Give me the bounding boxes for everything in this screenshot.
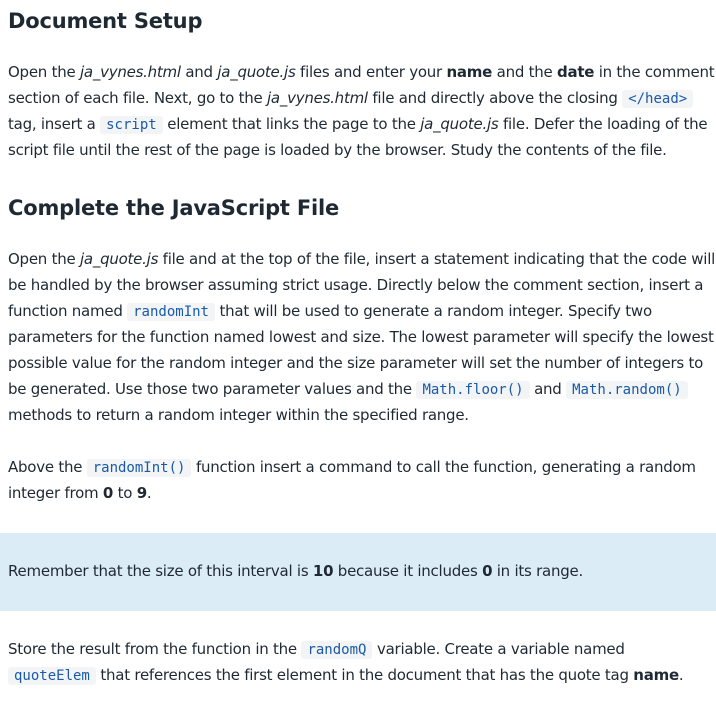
text: that will be used to generate a random integer. Specify two (214, 302, 652, 320)
bold-nine: 9 (136, 484, 147, 502)
text: file and at the top of the file, insert a statement indicating that the code will (158, 250, 716, 268)
code-randomint-call: randomInt() (87, 459, 192, 477)
text: and (529, 380, 567, 398)
callout-note (0, 533, 716, 611)
filename-html: ja_vynes.html (79, 63, 181, 81)
paragraph-document-setup (8, 59, 715, 163)
text: section of each file. Next, go to the (8, 89, 267, 107)
paragraph-call-function (8, 454, 708, 506)
code-randomint: randomInt (127, 303, 215, 321)
bold-name: name (446, 63, 493, 81)
paragraph-complete-js (8, 246, 716, 428)
text-line: parameters for the function named lowest and size. The lowest parameter will specify the lowest (8, 328, 714, 346)
text: Store the result from the function in the (8, 640, 302, 658)
text: Remember that the size of this interval is (8, 562, 313, 580)
text-line (8, 480, 708, 506)
heading-document-setup: Document Setup (8, 9, 203, 33)
text: file. Defer the loading of the (498, 115, 708, 133)
code-quoteelem: quoteElem (8, 667, 96, 685)
text-line (8, 376, 708, 402)
text: integer from (8, 484, 103, 502)
bold-ten: 10 (312, 562, 334, 580)
filename-js: ja_quote.js (79, 250, 159, 268)
text-line: script file until the rest of the page is loaded by the browser. Study the contents of the file. (8, 141, 667, 159)
bold-date: date (557, 63, 595, 81)
text: and the (492, 63, 558, 81)
text: function named (8, 302, 128, 320)
heading-complete-js-file: Complete the JavaScript File (8, 196, 340, 220)
text-line (8, 298, 708, 324)
text-line (8, 85, 708, 111)
text: tag, insert a (8, 115, 101, 133)
text: Open the (8, 250, 80, 268)
text: element that links the page to the (162, 115, 421, 133)
text: . (678, 666, 684, 684)
bold-name: name (633, 666, 679, 684)
text: file and directly above the closing (367, 89, 623, 107)
text: and (180, 63, 218, 81)
text-line: be handled by the browser assuming strict usage. Directly below the comment section, insert a (8, 276, 704, 294)
code-head-tag: </head> (622, 90, 693, 108)
code-script: script (100, 116, 163, 134)
text-line (8, 246, 716, 272)
text-line (8, 662, 708, 688)
code-math-random: Math.random() (566, 381, 688, 399)
text: . (146, 484, 152, 502)
filename-js: ja_quote.js (217, 63, 296, 81)
text: in the comment (594, 63, 715, 81)
text: Open the (8, 63, 80, 81)
text: Above the (8, 458, 87, 476)
text-line (8, 558, 708, 584)
paragraph-store-result (8, 636, 708, 688)
text-line (8, 111, 708, 137)
text: that references the first element in the document that has the quote tag (95, 666, 634, 684)
text: files and enter your (295, 63, 447, 81)
filename-js: ja_quote.js (420, 115, 499, 133)
text: to (113, 484, 137, 502)
code-math-floor: Math.floor() (416, 381, 529, 399)
code-randomq: randomQ (301, 641, 372, 659)
bold-zero: 0 (482, 562, 493, 580)
text-line: possible value for the random integer and the size parameter will set the number of integers to (8, 354, 704, 372)
callout-text (8, 558, 708, 584)
text: be generated. Use those two parameter values and the (8, 380, 417, 398)
text: function insert a command to call the function, generating a random (191, 458, 696, 476)
text-line: methods to return a random integer within the specified range. (8, 406, 469, 424)
filename-html: ja_vynes.html (267, 89, 368, 107)
bold-zero: 0 (102, 484, 114, 502)
text-line (8, 636, 708, 662)
text: because it includes (333, 562, 483, 580)
text-line (8, 59, 715, 85)
text: in its range. (492, 562, 583, 580)
text-line (8, 454, 708, 480)
text: variable. Create a variable named (372, 640, 625, 658)
